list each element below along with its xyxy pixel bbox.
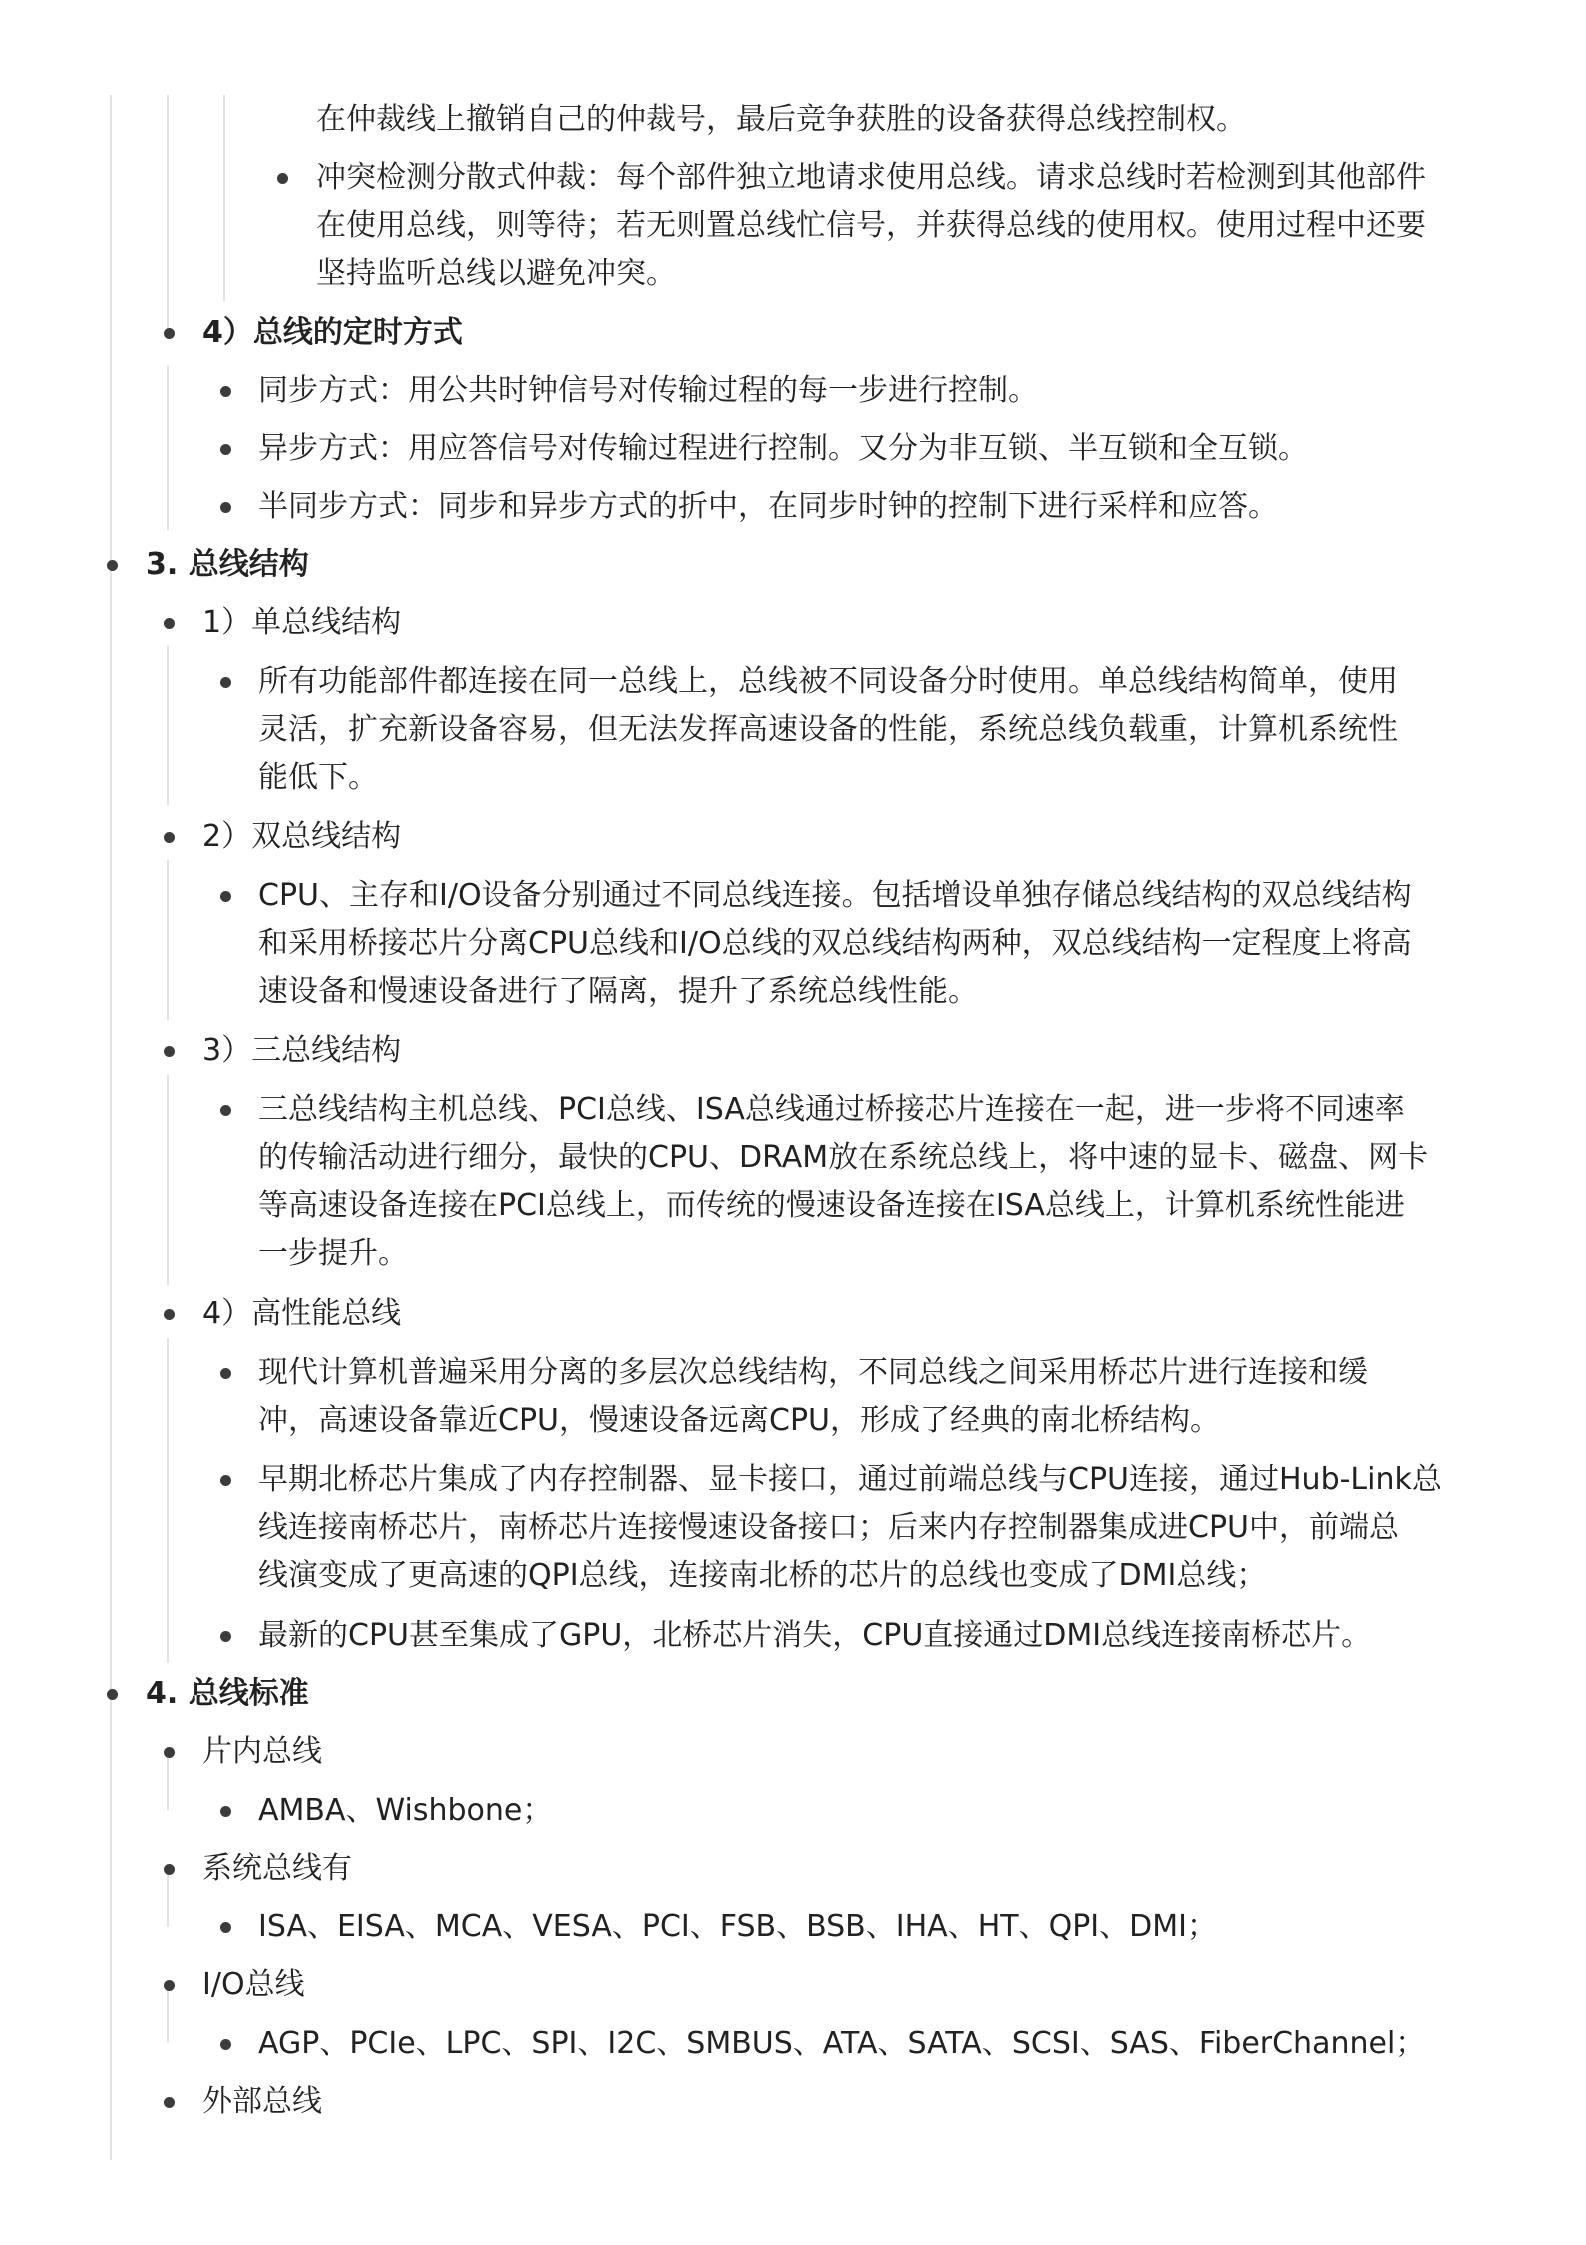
bullet-icon	[107, 560, 118, 571]
section-heading: 4）总线的定时方式	[202, 315, 463, 350]
bullet-icon	[220, 1475, 231, 1486]
list-item-text: AGP、PCIe、LPC、SPI、I2C、SMBUS、ATA、SATA、SCSI、SAS、FiberChannel；	[258, 2026, 1426, 2061]
bullet-icon	[220, 502, 231, 513]
bullet-icon	[164, 1980, 175, 1991]
section-heading: 4. 总线标准	[146, 1676, 309, 1711]
subsection-heading: 外部总线	[202, 2084, 322, 2119]
list-item-text: 的传输活动进行细分，最快的CPU、DRAM放在系统总线上，将中速的显卡、磁盘、网卡	[258, 1140, 1429, 1175]
level1-guide-line	[110, 95, 112, 2160]
level2-guide-line-io	[167, 1988, 169, 2043]
subsection-heading: 片内总线	[202, 1734, 322, 1769]
list-item-text: CPU、主存和I/O设备分别通过不同总线连接。包括增设单独存储总线结构的双总线结构	[258, 878, 1412, 913]
list-item-text: 半同步方式：同步和异步方式的折中，在同步时钟的控制下进行采样和应答。	[258, 489, 1278, 524]
list-item-text: 在仲裁线上撤销自己的仲裁号，最后竞争获胜的设备获得总线控制权。	[316, 102, 1246, 137]
bullet-icon	[220, 891, 231, 902]
bullet-icon	[220, 677, 231, 688]
level2-guide-line-tri-bus	[167, 1075, 169, 1285]
list-item-text: 能低下。	[258, 760, 378, 795]
level2-guide-line-system	[167, 1872, 169, 1927]
list-item-text: 最新的CPU甚至集成了GPU，北桥芯片消失，CPU直接通过DMI总线连接南桥芯片。	[258, 1618, 1372, 1653]
subsection-heading: I/O总线	[202, 1967, 305, 2002]
bullet-icon	[220, 1806, 231, 1817]
list-item-text: AMBA、Wishbone；	[258, 1793, 553, 1828]
level2-guide-line-hp-bus	[167, 1338, 169, 1663]
list-item-text: 线演变成了更高速的QPI总线，连接南北桥的芯片的总线也变成了DMI总线；	[258, 1558, 1267, 1593]
bullet-icon	[107, 1689, 118, 1700]
bullet-icon	[164, 1747, 175, 1758]
list-item-text: 在使用总线，则等待；若无则置总线忙信号，并获得总线的使用权。使用过程中还要	[316, 208, 1426, 243]
level2-guide-line-top	[167, 95, 169, 335]
subsection-heading: 系统总线有	[202, 1851, 352, 1886]
section-heading: 3. 总线结构	[146, 547, 309, 582]
list-item-text: 冲，高速设备靠近CPU，慢速设备远离CPU，形成了经典的南北桥结构。	[258, 1403, 1220, 1438]
list-item-text: 速设备和慢速设备进行了隔离，提升了系统总线性能。	[258, 974, 978, 1009]
level2-guide-line-onchip	[167, 1755, 169, 1810]
bullet-icon	[164, 1046, 175, 1057]
list-item-text: 和采用桥接芯片分离CPU总线和I/O总线的双总线结构两种，双总线结构一定程度上将高	[258, 926, 1412, 961]
list-item-text: 冲突检测分散式仲裁：每个部件独立地请求使用总线。请求总线时若检测到其他部件	[316, 160, 1426, 195]
level2-guide-line-single-bus	[167, 645, 169, 805]
bullet-icon	[164, 1864, 175, 1875]
bullet-icon	[220, 1105, 231, 1116]
subsection-heading: 2）双总线结构	[202, 819, 402, 854]
bullet-icon	[220, 2039, 231, 2050]
subsection-heading: 4）高性能总线	[202, 1296, 402, 1331]
list-item-text: 一步提升。	[258, 1236, 408, 1271]
list-item-text: 线连接南桥芯片，南桥芯片连接慢速设备接口；后来内存控制器集成进CPU中，前端总	[258, 1510, 1399, 1545]
bullet-icon	[164, 2097, 175, 2108]
list-item-text: 同步方式：用公共时钟信号对传输过程的每一步进行控制。	[258, 373, 1038, 408]
list-item-text: 灵活，扩充新设备容易，但无法发挥高速设备的性能，系统总线负载重，计算机系统性	[258, 712, 1398, 747]
level2-guide-line-dual-bus	[167, 860, 169, 1020]
list-item-text: 三总线结构主机总线、PCI总线、ISA总线通过桥接芯片连接在一起，进一步将不同速率	[258, 1092, 1405, 1127]
list-item-text: 坚持监听总线以避免冲突。	[316, 256, 676, 291]
bullet-icon	[164, 1309, 175, 1320]
list-item-text: 早期北桥芯片集成了内存控制器、显卡接口，通过前端总线与CPU连接，通过Hub-Link总	[258, 1462, 1442, 1497]
bullet-icon	[220, 444, 231, 455]
bullet-icon	[164, 832, 175, 843]
subsection-heading: 1）单总线结构	[202, 605, 402, 640]
bullet-icon	[220, 386, 231, 397]
subsection-heading: 3）三总线结构	[202, 1033, 402, 1068]
bullet-icon	[220, 1922, 231, 1933]
level3-guide-line-top	[223, 95, 225, 301]
list-item-text: 等高速设备连接在PCI总线上，而传统的慢速设备连接在ISA总线上，计算机系统性能进	[258, 1188, 1405, 1223]
list-item-text: 异步方式：用应答信号对传输过程进行控制。又分为非互锁、半互锁和全互锁。	[258, 431, 1308, 466]
list-item-text: ISA、EISA、MCA、VESA、PCI、FSB、BSB、IHA、HT、QPI、DMI；	[258, 1909, 1217, 1944]
bullet-icon	[164, 328, 175, 339]
list-item-text: 所有功能部件都连接在同一总线上，总线被不同设备分时使用。单总线结构简单，使用	[258, 664, 1398, 699]
bullet-icon	[220, 1631, 231, 1642]
bullet-icon	[164, 618, 175, 629]
bullet-icon	[277, 173, 288, 184]
list-item-text: 现代计算机普遍采用分离的多层次总线结构，不同总线之间采用桥芯片进行连接和缓	[258, 1355, 1368, 1390]
level2-guide-line-timing	[167, 365, 169, 530]
bullet-icon	[220, 1368, 231, 1379]
